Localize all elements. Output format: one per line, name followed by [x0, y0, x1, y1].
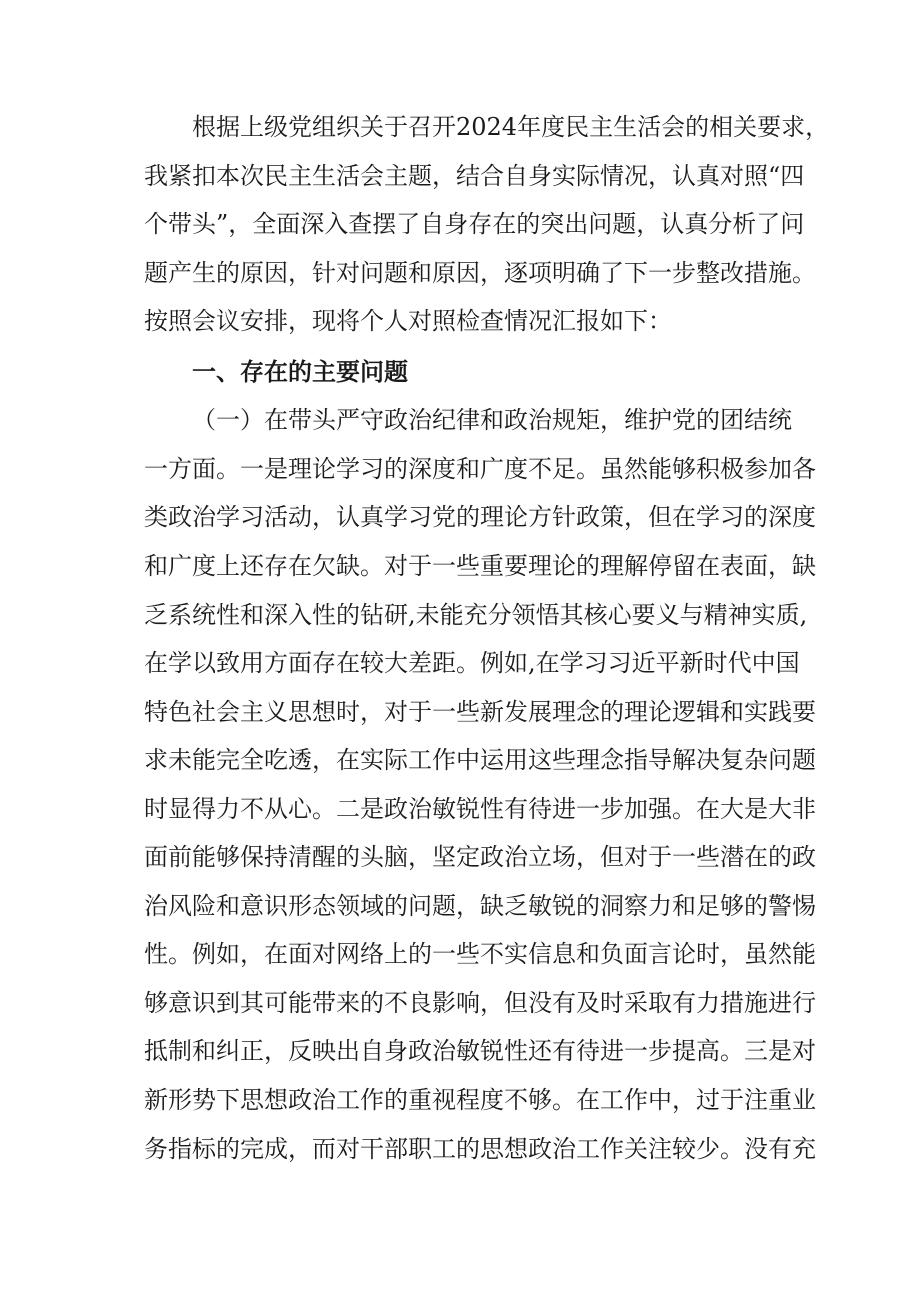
- section-line: 抵制和纠正，反映出自身政治敏锐性还有待进一步提高。三是对: [144, 1037, 816, 1065]
- section-line: 和广度上还存在欠缺。对于一些重要理论的理解停留在表面，缺: [144, 552, 816, 580]
- section-line: 性。例如，在面对网络上的一些不实信息和负面言论时，虽然能: [144, 940, 816, 968]
- paragraph-line: 按照会议安排，现将个人对照检查情况汇报如下：: [144, 307, 672, 335]
- section-line: 时显得力不从心。二是政治敏锐性有待进一步加强。在大是大非: [144, 795, 816, 823]
- paragraph-line: 我紧扣本次民主生活会主题，结合自身实际情况，认真对照“四: [144, 162, 805, 190]
- section-line: 求未能完全吃透，在实际工作中运用这些理念指导解决复杂问题: [144, 746, 816, 774]
- section-line: 乏系统性和深入性的钻研,未能充分领悟其核心要义与精神实质,: [144, 601, 808, 629]
- section-line: 够意识到其可能带来的不良影响，但没有及时采取有力措施进行: [144, 989, 816, 1017]
- section-line: 类政治学习活动，认真学习党的理论方针政策，但在学习的深度: [144, 503, 816, 531]
- section-line: 面前能够保持清醒的头脑，坚定政治立场，但对于一些潜在的政: [144, 843, 816, 871]
- section-line: 治风险和意识形态领域的问题，缺乏敏锐的洞察力和足够的警惕: [144, 892, 816, 920]
- section-line: 在学以致用方面存在较大差距。例如,在学习习近平新时代中国: [144, 649, 800, 677]
- paragraph-line: 根据上级党组织关于召开2024年度民主生活会的相关要求，: [192, 113, 830, 141]
- paragraph-line: 个带头”，全面深入查摆了自身存在的突出问题，认真分析了问: [144, 210, 805, 238]
- section-line: 一方面。一是理论学习的深度和广度不足。虽然能够积极参加各: [144, 455, 816, 483]
- section-line: （一）在带头严守政治纪律和政治规矩，维护党的团结统: [192, 406, 792, 434]
- section-line: 新形势下思想政治工作的重视程度不够。在工作中，过于注重业: [144, 1086, 816, 1114]
- section-line: 特色社会主义思想时，对于一些新发展理念的理论逻辑和实践要: [144, 698, 816, 726]
- section-line: 务指标的完成，而对干部职工的思想政治工作关注较少。没有充: [144, 1135, 816, 1163]
- section-heading: 一、存在的主要问题: [192, 358, 408, 386]
- paragraph-line: 题产生的原因，针对问题和原因，逐项明确了下一步整改措施。: [144, 259, 816, 287]
